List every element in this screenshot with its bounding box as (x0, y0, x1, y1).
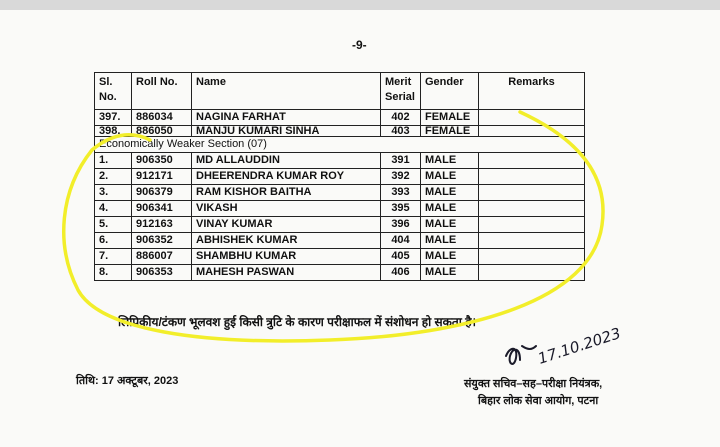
page-number: -9- (352, 38, 367, 52)
cell-roll: 912163 (132, 217, 192, 233)
signatory-designation: संयुक्त सचिव–सह–परीक्षा नियंत्रक, (464, 378, 603, 390)
cell-gender: MALE (421, 185, 479, 201)
cell-gender: MALE (421, 249, 479, 265)
cell-merit: 391 (381, 153, 421, 169)
cell-name: MAHESH PASWAN (192, 265, 381, 281)
table-row (95, 201, 585, 217)
table-header-row (95, 73, 585, 110)
header-gender: Gender (421, 73, 479, 110)
table-row (95, 217, 585, 233)
cell-roll: 886034 (132, 110, 192, 126)
cell-gender: MALE (421, 265, 479, 281)
header-name: Name (192, 73, 381, 110)
cell-merit: 403 (381, 126, 421, 137)
cell-sl: 2. (95, 169, 132, 185)
cell-roll: 906341 (132, 201, 192, 217)
cell-sl: 8. (95, 265, 132, 281)
table-row (95, 233, 585, 249)
cell-remarks (479, 185, 585, 201)
cell-sl: 1. (95, 153, 132, 169)
cell-gender: MALE (421, 201, 479, 217)
cell-remarks (479, 169, 585, 185)
cell-gender: MALE (421, 153, 479, 169)
cell-sl: 6. (95, 233, 132, 249)
handwritten-date: 17.10.2023 (535, 324, 623, 368)
signature-scribble (506, 346, 536, 364)
table-row (95, 126, 585, 137)
cell-name: MD ALLAUDDIN (192, 153, 381, 169)
cell-remarks (479, 110, 585, 126)
table-row (95, 110, 585, 126)
cell-roll: 906379 (132, 185, 192, 201)
section-header-row (95, 137, 585, 153)
cell-gender: MALE (421, 217, 479, 233)
cell-merit: 392 (381, 169, 421, 185)
table-row (95, 153, 585, 169)
cell-remarks (479, 201, 585, 217)
cell-remarks (479, 233, 585, 249)
top-border-strip (0, 0, 720, 10)
cell-remarks (479, 153, 585, 169)
cell-roll: 906350 (132, 153, 192, 169)
cell-sl: 398. (95, 126, 132, 137)
cell-name: VINAY KUMAR (192, 217, 381, 233)
cell-name: RAM KISHOR BAITHA (192, 185, 381, 201)
header-roll: Roll No. (132, 73, 192, 110)
results-table (94, 72, 585, 281)
cell-roll: 906353 (132, 265, 192, 281)
cell-name: MANJU KUMARI SINHA (192, 126, 381, 137)
cell-merit: 405 (381, 249, 421, 265)
header-remarks: Remarks (479, 73, 585, 110)
table-row (95, 169, 585, 185)
cell-remarks (479, 249, 585, 265)
signatory-office: बिहार लोक सेवा आयोग, पटना (478, 395, 599, 407)
cell-name: VIKASH (192, 201, 381, 217)
cell-sl: 3. (95, 185, 132, 201)
cell-sl: 7. (95, 249, 132, 265)
cell-gender: FEMALE (421, 110, 479, 126)
cell-name: ABHISHEK KUMAR (192, 233, 381, 249)
cell-roll: 886007 (132, 249, 192, 265)
cell-roll: 912171 (132, 169, 192, 185)
cell-name: SHAMBHU KUMAR (192, 249, 381, 265)
cell-merit: 395 (381, 201, 421, 217)
section-title: Economically Weaker Section (07) (95, 137, 585, 153)
cell-merit: 406 (381, 265, 421, 281)
cell-gender: FEMALE (421, 126, 479, 137)
cell-sl: 397. (95, 110, 132, 126)
cell-remarks (479, 265, 585, 281)
cell-gender: MALE (421, 169, 479, 185)
cell-merit: 393 (381, 185, 421, 201)
cell-remarks (479, 126, 585, 137)
correction-note: लिपिकीय/टंकण भूलवश हुई किसी त्रुटि के कारण परीक्षाफल में संशोधन हो सकता है। (118, 315, 477, 329)
cell-merit: 396 (381, 217, 421, 233)
cell-sl: 5. (95, 217, 132, 233)
cell-roll: 886050 (132, 126, 192, 137)
table-row (95, 265, 585, 281)
cell-sl: 4. (95, 201, 132, 217)
cell-name: DHEERENDRA KUMAR ROY (192, 169, 381, 185)
cell-roll: 906352 (132, 233, 192, 249)
header-sl: Sl. No. (95, 73, 132, 110)
table-row (95, 185, 585, 201)
header-merit: Merit Serial (381, 73, 421, 110)
table-row (95, 249, 585, 265)
cell-gender: MALE (421, 233, 479, 249)
cell-merit: 402 (381, 110, 421, 126)
cell-name: NAGINA FARHAT (192, 110, 381, 126)
cell-remarks (479, 217, 585, 233)
date-line: तिथि: 17 अक्टूबर, 2023 (76, 375, 179, 387)
cell-merit: 404 (381, 233, 421, 249)
